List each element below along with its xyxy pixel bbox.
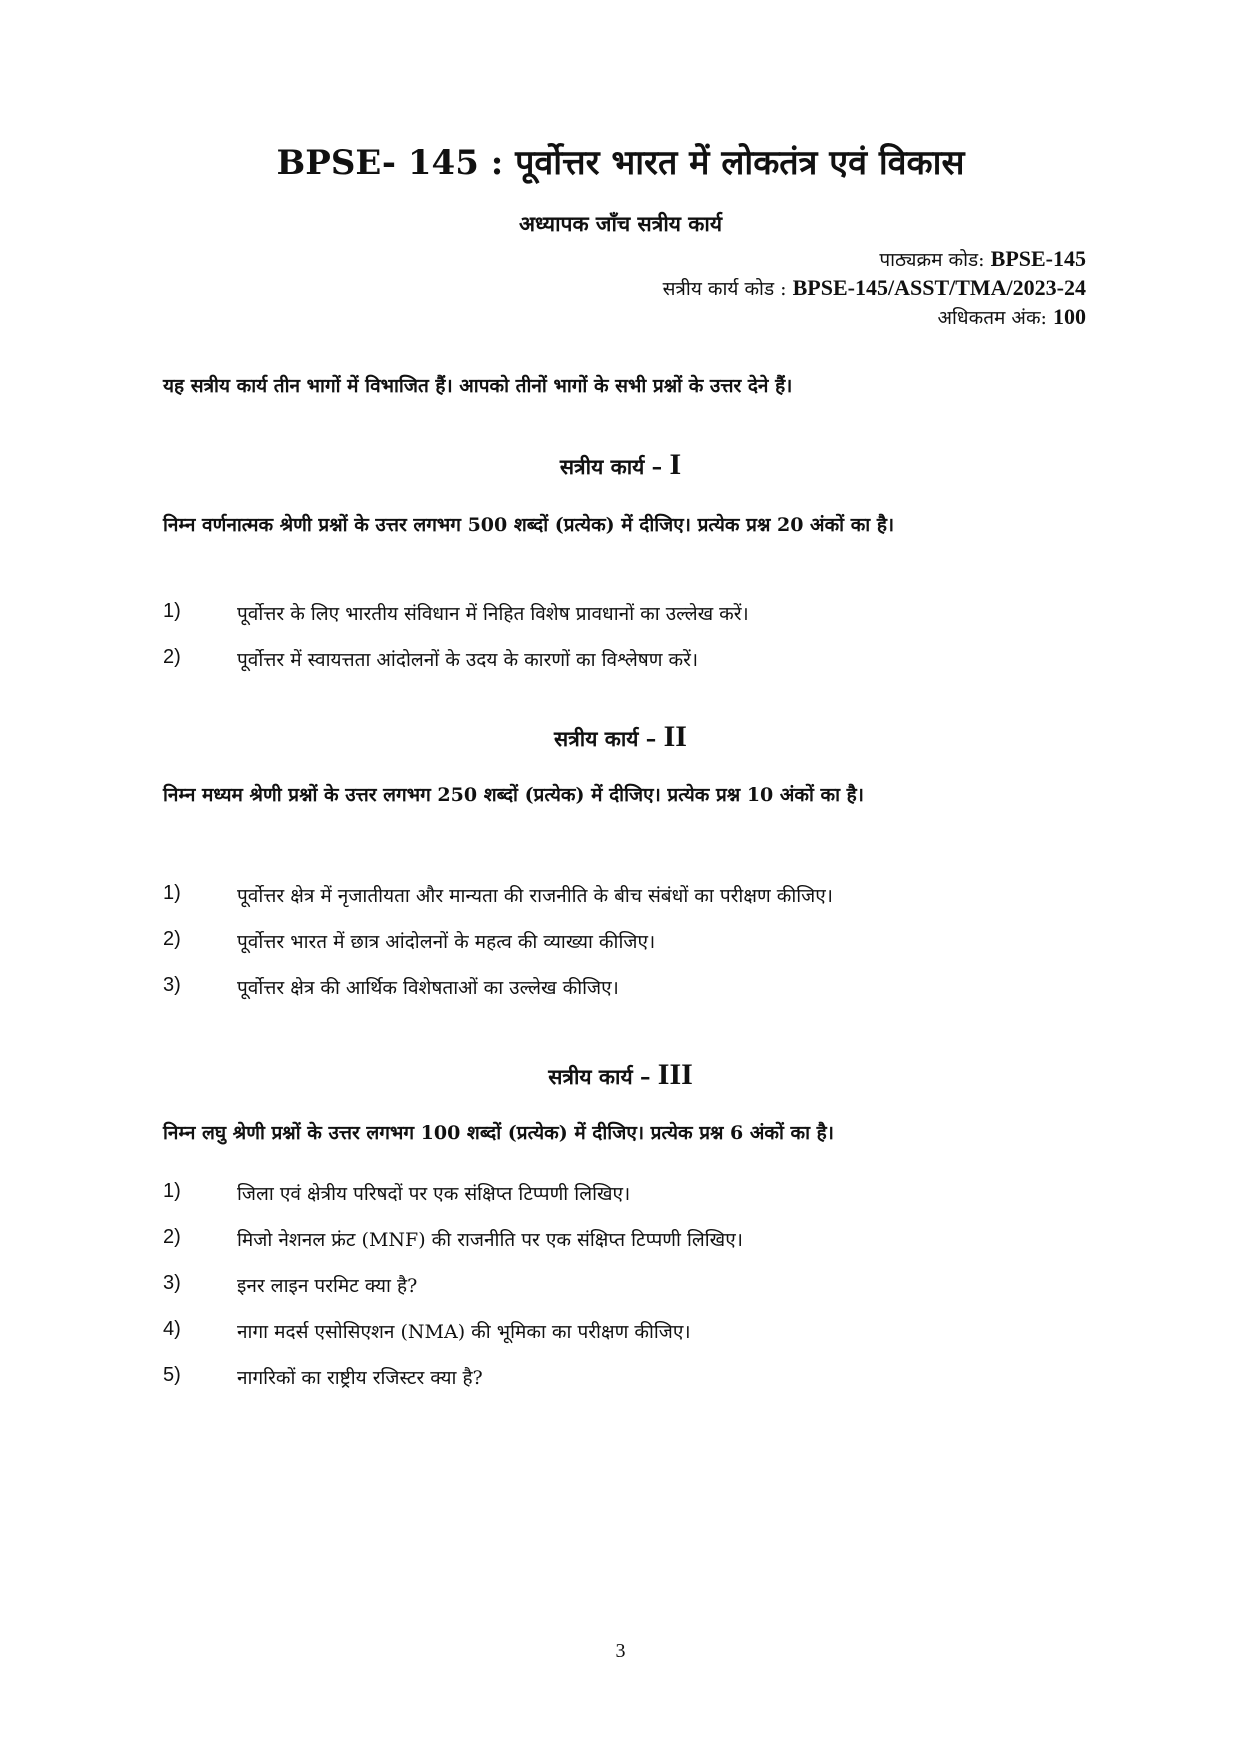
list-item	[163, 974, 1093, 1020]
question-number: 1)	[163, 882, 181, 904]
list-item	[163, 928, 1093, 974]
question-text: पूर्वोत्तर क्षेत्र में नृजातीयता और मान्यता की राजनीति के बीच संबंधों का परीक्षण कीजिए।	[237, 885, 833, 907]
list-item	[163, 1226, 1093, 1272]
question-text: पूर्वोत्तर में स्वायत्तता आंदोलनों के उदय के कारणों का विश्लेषण करें।	[237, 649, 699, 671]
section-3-heading-text: सत्रीय कार्य –	[548, 1064, 651, 1089]
question-text: नागरिकों का राष्ट्रीय रजिस्टर क्या है?	[237, 1367, 483, 1389]
document-title: BPSE- 145 : पूर्वोत्तर भारत में लोकतंत्र एवं विकास	[276, 143, 965, 183]
section-1-heading-text: सत्रीय कार्य –	[559, 454, 663, 479]
assignment-code-label: सत्रीय कार्य कोड :	[662, 278, 787, 300]
list-item	[163, 1272, 1093, 1318]
question-number: 2)	[163, 1226, 181, 1248]
section-2-roman: II	[663, 720, 687, 753]
assignment-code-value: BPSE-145/ASST/TMA/2023-24	[792, 275, 1086, 300]
max-marks-label: अधिकतम अंक:	[937, 307, 1047, 329]
section-1-roman: I	[669, 448, 682, 481]
course-code-label: पाठ्यक्रम कोड:	[879, 249, 985, 271]
section-1-question-list	[163, 600, 1093, 692]
section-3-heading	[0, 1058, 1241, 1092]
section-2-instruction: निम्न मध्यम श्रेणी प्रश्नों के उत्तर लगभग 250 शब्दों (प्रत्येक) में दीजिए। प्रत्येक प्रश्न 10 अंकों का है।	[163, 784, 864, 806]
section-1-instruction: निम्न वर्णनात्मक श्रेणी प्रश्नों के उत्तर लगभग 500 शब्दों (प्रत्येक) में दीजिए। प्रत्येक प्रश्न 20 अंकों का है।	[163, 514, 895, 536]
list-item	[163, 1318, 1093, 1364]
section-3-instruction: निम्न लघु श्रेणी प्रश्नों के उत्तर लगभग 100 शब्दों (प्रत्येक) में दीजिए। प्रत्येक प्रश्न 6 अंकों का है।	[163, 1122, 834, 1144]
course-code-line	[386, 246, 1086, 272]
question-number: 2)	[163, 928, 181, 950]
question-number: 3)	[163, 974, 181, 996]
list-item	[163, 1364, 1093, 1410]
list-item	[163, 646, 1093, 692]
question-text: पूर्वोत्तर क्षेत्र की आर्थिक विशेषताओं का उल्लेख कीजिए।	[237, 977, 619, 999]
assignment-code-line	[386, 275, 1086, 301]
question-text: पूर्वोत्तर भारत में छात्र आंदोलनों के महत्व की व्याख्या कीजिए।	[237, 931, 656, 953]
section-3-roman: III	[657, 1058, 693, 1091]
page-number: 3	[615, 1640, 626, 1662]
question-number: 1)	[163, 1180, 181, 1202]
question-text: इनर लाइन परमिट क्या है?	[237, 1275, 418, 1297]
course-code-value: BPSE-145	[990, 246, 1086, 271]
section-2-question-list	[163, 882, 1093, 1020]
question-number: 2)	[163, 646, 181, 668]
section-2-heading	[0, 720, 1241, 754]
list-item	[163, 882, 1093, 928]
question-number: 4)	[163, 1318, 181, 1340]
max-marks-line	[386, 304, 1086, 330]
list-item	[163, 600, 1093, 646]
list-item	[163, 1180, 1093, 1226]
section-2-heading-text: सत्रीय कार्य –	[554, 726, 657, 751]
section-1-heading	[0, 448, 1241, 482]
max-marks-value: 100	[1053, 304, 1086, 329]
question-number: 1)	[163, 600, 181, 622]
document-subtitle: अध्यापक जाँच सत्रीय कार्य	[518, 211, 723, 236]
question-text: नागा मदर्स एसोसिएशन (NMA) की भूमिका का परीक्षण कीजिए।	[237, 1321, 691, 1343]
question-text: मिजो नेशनल फ्रंट (MNF) की राजनीति पर एक संक्षिप्त टिप्पणी लिखिए।	[237, 1229, 743, 1251]
section-3-question-list	[163, 1180, 1093, 1410]
question-text: जिला एवं क्षेत्रीय परिषदों पर एक संक्षिप्त टिप्पणी लिखिए।	[237, 1183, 631, 1205]
intro-instruction: यह सत्रीय कार्य तीन भागों में विभाजित हैं। आपको तीनों भागों के सभी प्रश्नों के उत्तर देने हैं।	[163, 375, 793, 397]
question-text: पूर्वोत्तर के लिए भारतीय संविधान में निहित विशेष प्रावधानों का उल्लेख करें।	[237, 603, 749, 625]
question-number: 3)	[163, 1272, 181, 1294]
question-number: 5)	[163, 1364, 181, 1386]
